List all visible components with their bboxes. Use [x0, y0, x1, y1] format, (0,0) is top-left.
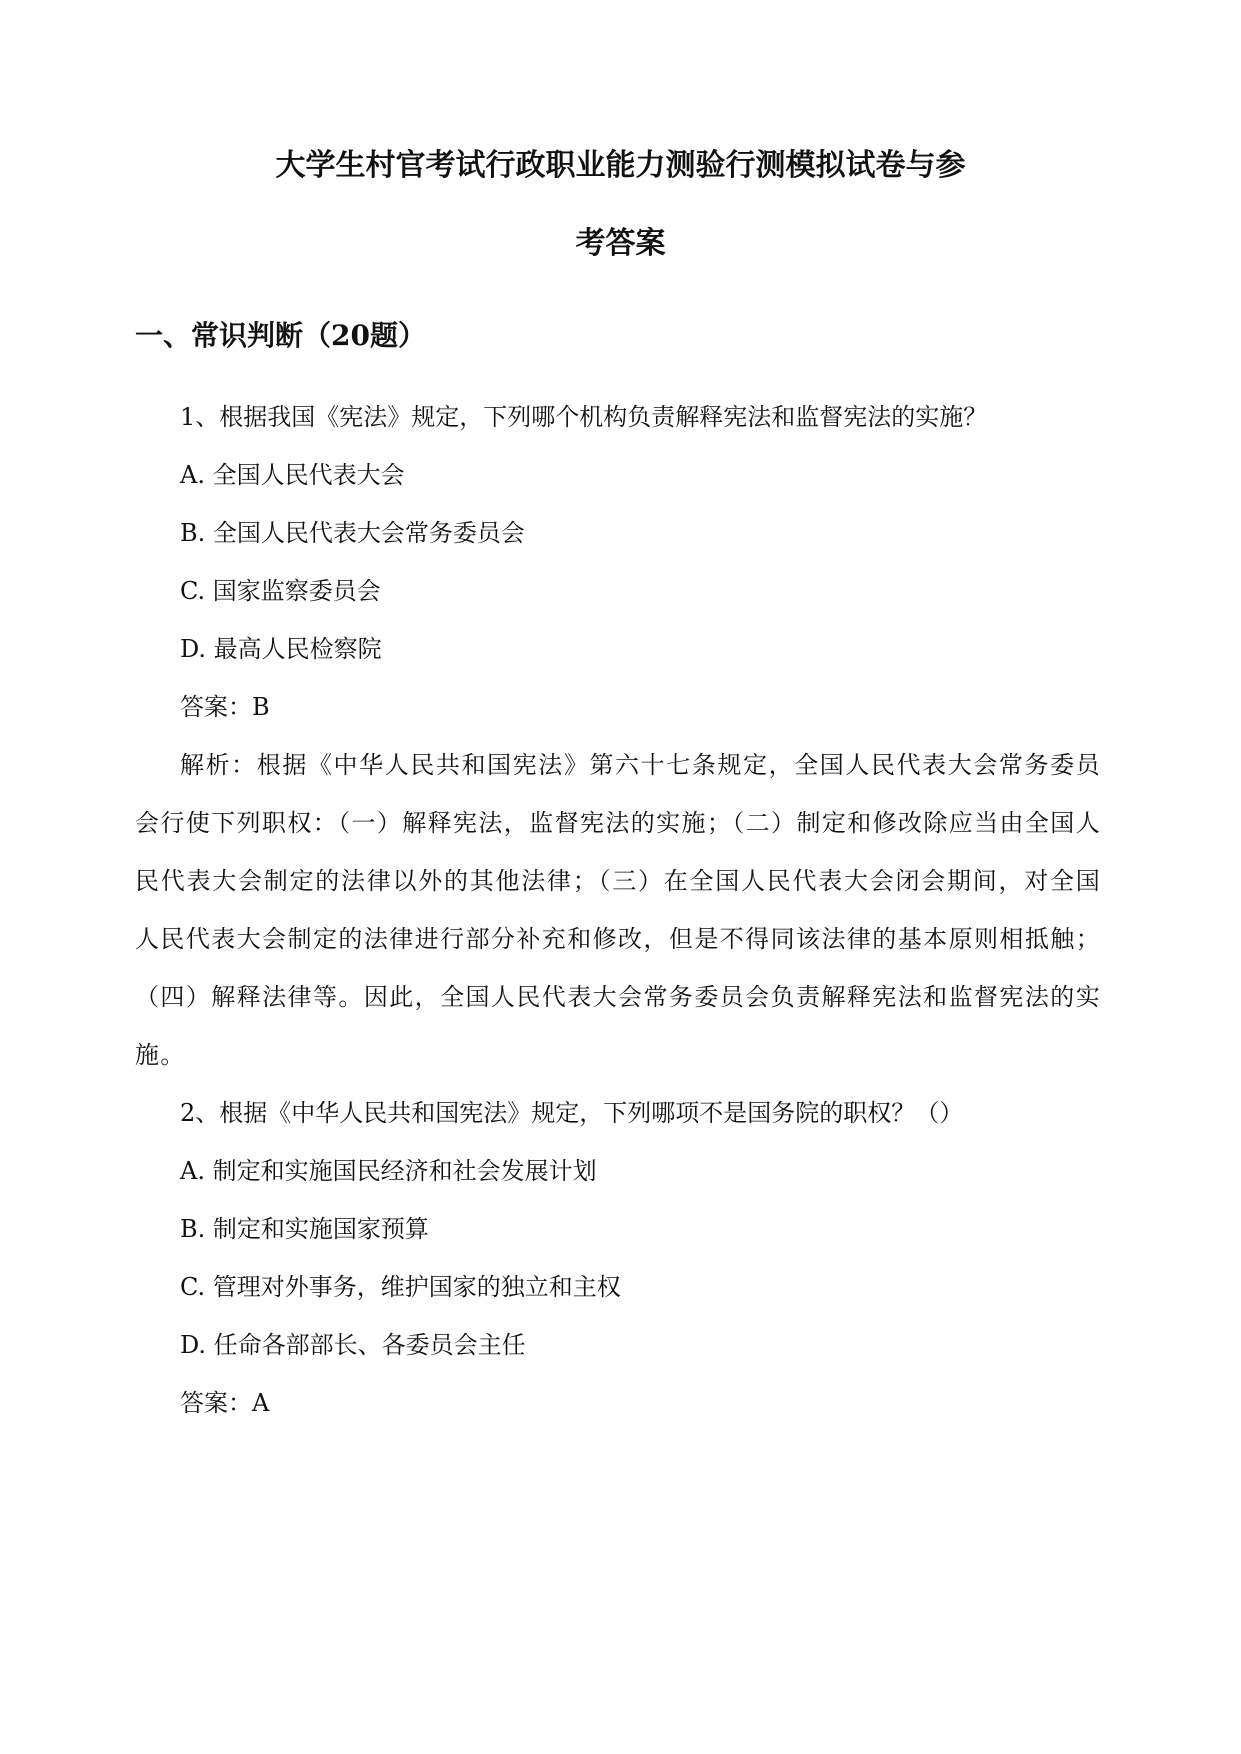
- section-heading: 一、常识判断（20题）: [135, 319, 426, 352]
- answer-2: 答案：A: [180, 1389, 270, 1417]
- option-a: A. 全国人民代表大会: [180, 461, 405, 489]
- option-d: D. 任命各部部长、各委员会主任: [180, 1331, 526, 1359]
- option-a: A. 制定和实施国民经济和社会发展计划: [180, 1157, 597, 1185]
- document-title-line1: 大学生村官考试行政职业能力测验行测模拟试卷与参: [275, 148, 966, 183]
- analysis-1: 解析：根据《中华人民共和国宪法》第六十七条规定，全国人民代表大会常务委员会行使下列职权：（一）解释宪法，监督宪法的实施；（二）制定和修改除应当由全国人民代表大会制定的法律以外的其他法律；（三）在全国人民代表大会闭会期间，对全国人民代表大会制定的法律进行部分补充和修改，但是不得同该法律的基本原则相抵触；（四）解释法律等。因此，全国人民代表大会常务委员会负责解释宪法和监督宪法的实施。: [135, 751, 1101, 1069]
- option-b: B. 全国人民代表大会常务委员会: [180, 519, 525, 547]
- document-body: [135, 388, 1101, 1432]
- answer-1: 答案：B: [180, 693, 270, 721]
- document-title-line2: 考答案: [575, 226, 666, 261]
- option-c: C. 管理对外事务，维护国家的独立和主权: [180, 1273, 621, 1301]
- option-c: C. 国家监察委员会: [180, 577, 381, 605]
- question-2: 2、根据《中华人民共和国宪法》规定，下列哪项不是国务院的职权？（）: [180, 1099, 964, 1127]
- option-b: B. 制定和实施国家预算: [180, 1215, 429, 1243]
- option-d: D. 最高人民检察院: [180, 635, 382, 663]
- question-1: 1、根据我国《宪法》规定，下列哪个机构负责解释宪法和监督宪法的实施？: [180, 403, 988, 431]
